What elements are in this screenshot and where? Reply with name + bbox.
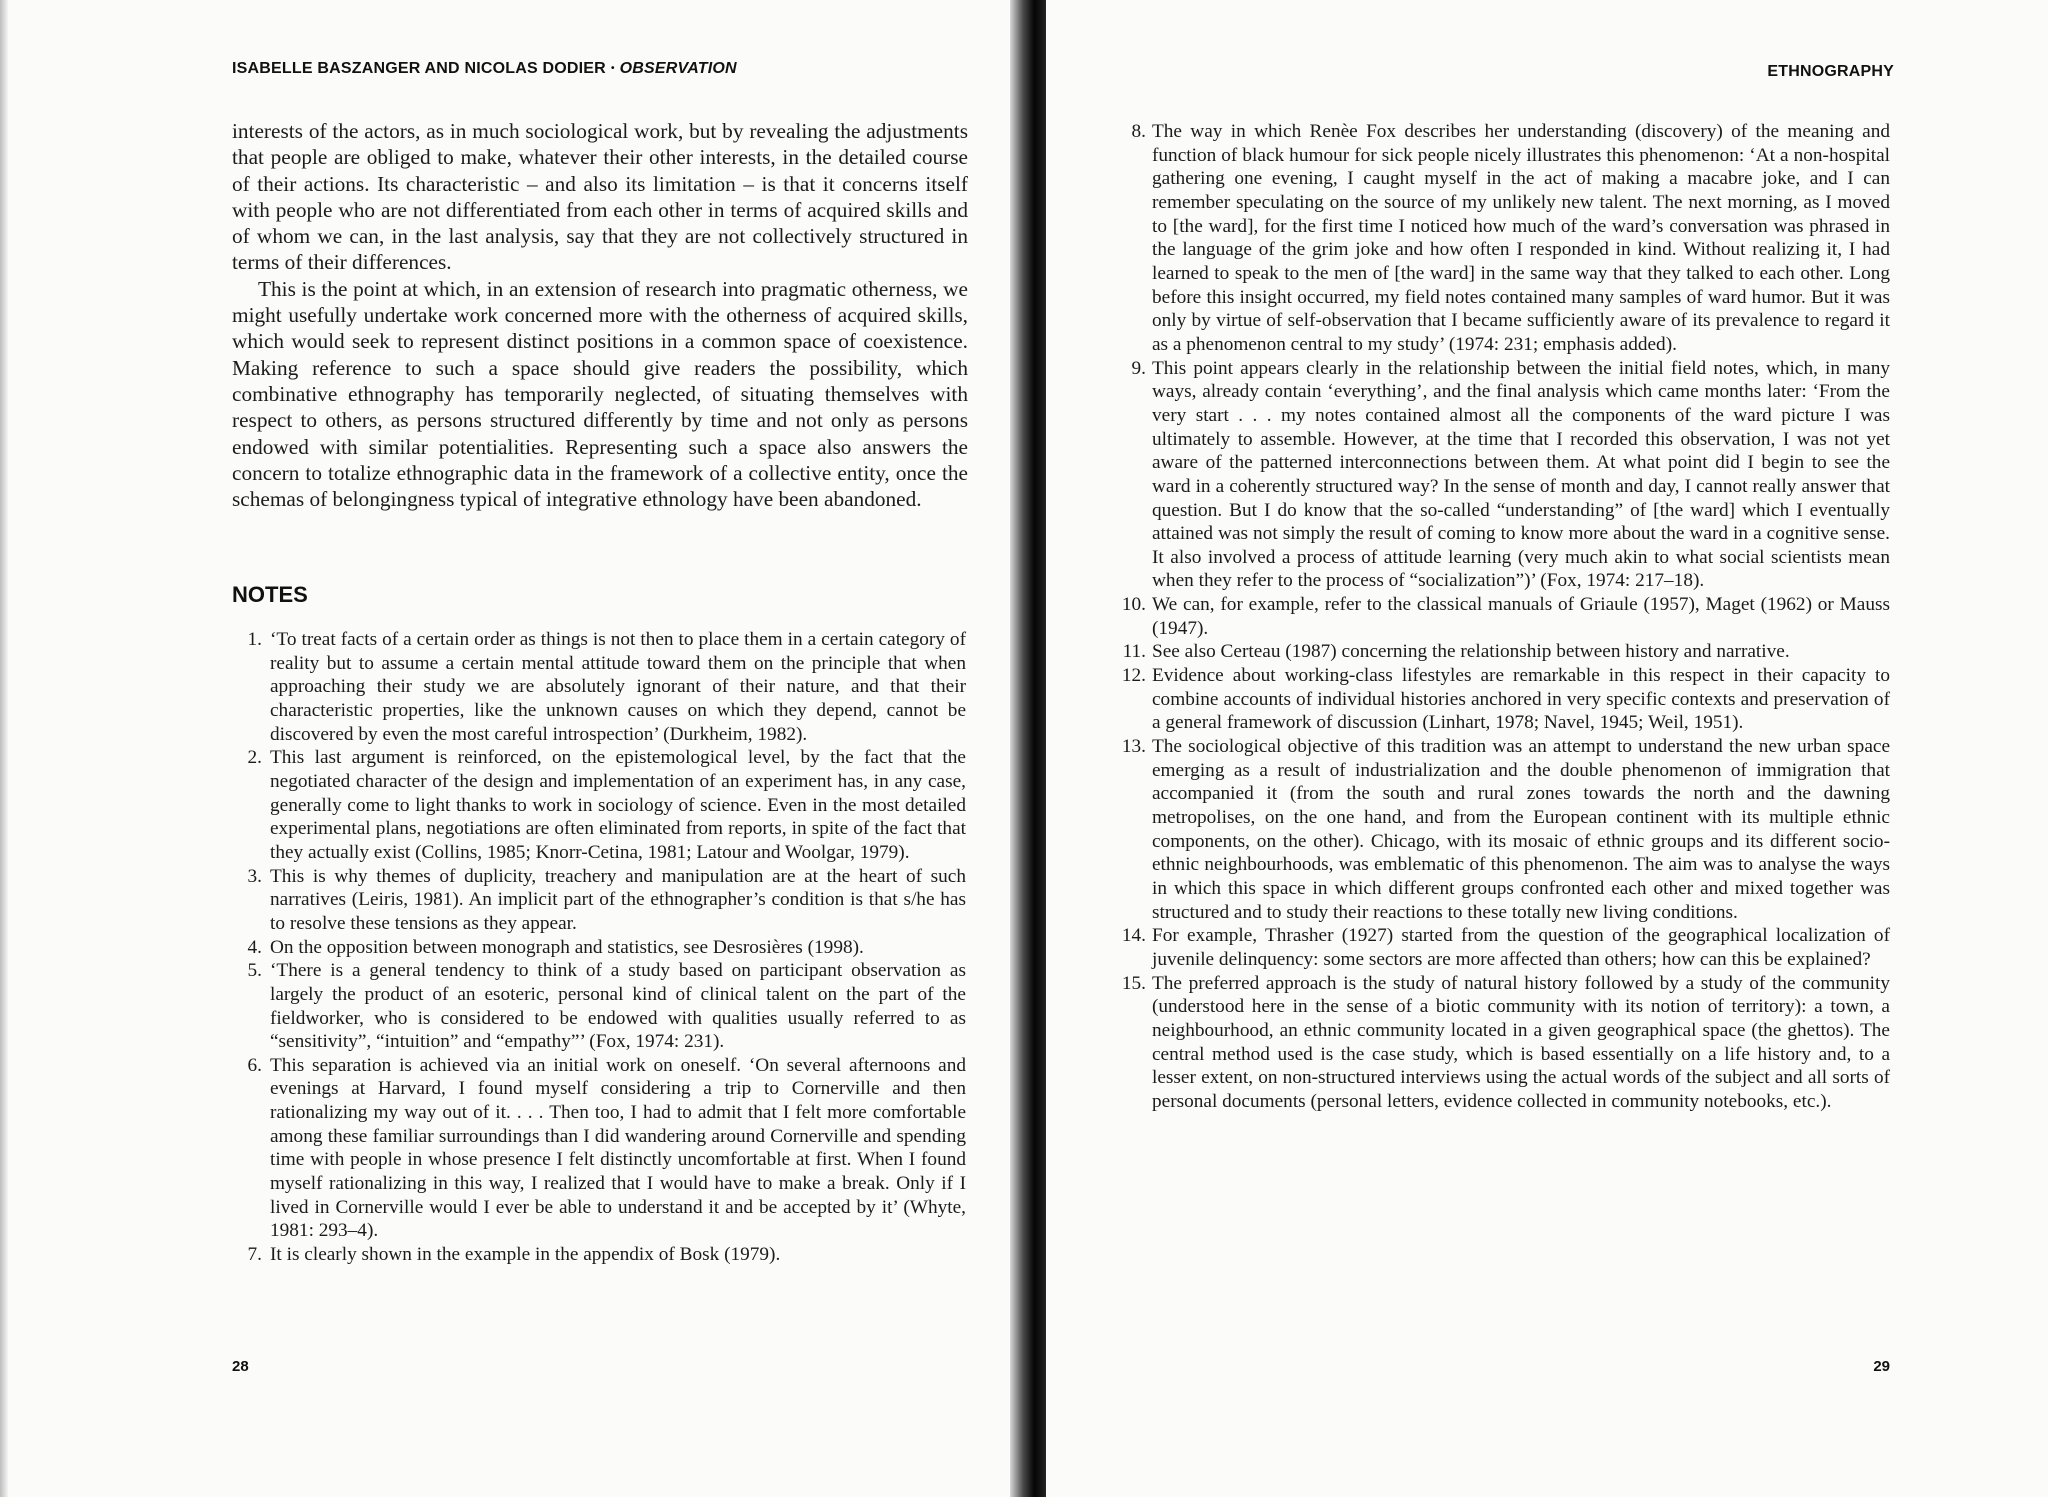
- notes-heading: NOTES: [232, 582, 308, 607]
- note-text: This last argument is reinforced, on the epistemological level, by the fact that the negotiated character of the design and implementation of an experiment has, in any case, generally come to light thanks to work in sociology of science. Even in the most detailed experimental plans, negotiations are often eliminated from reports, in spite of the fact that they actually exist (Collins, 1985; Knorr-Cetina, 1981; Latour and Woolgar, 1979).: [270, 747, 966, 863]
- note-number: 8.: [1131, 121, 1146, 142]
- running-head-title: OBSERVATION: [619, 60, 737, 77]
- note-item: [1116, 120, 1890, 357]
- note-number: 14.: [1121, 925, 1146, 947]
- note-number: 9.: [1131, 357, 1146, 379]
- note-number: 15.: [1121, 972, 1146, 994]
- left-page: [0, 0, 1016, 1497]
- note-text: This separation is achieved via an initial work on oneself. ‘On several afternoons and evenings at Harvard, I found myself considering a trip to Cornerville and then rationalizing my way out of it. . . . Then too, I had to admit that I felt more comfortable among these familiar surroundings than I did wandering around Cornerville and spending time with people in whose presence I felt distinctly uncomfortable at first. When I found myself rationalizing in this way, I realized that I would have to make a break. Only if I lived in Cornerville would I ever be able to understand it and be accepted by it’ (Whyte, 1981: 293–4).: [270, 1054, 966, 1242]
- note-text: The way in which Renèe Fox describes her understanding (discovery) of the meaning and function of black humour for sick people nicely illustrates this phenomenon: ‘At a non-hospital gathering one evening, I caught myself in the act of making a macabre joke, and I can remember speculating on the source of my unlikely new talent. The next morning, as I moved to [the ward], for the first time I noticed how much of the ward’s conversation was phrased in the language of the grim joke and how often I responded in kind. Without realizing it, I had learned to speak to the men of [the ward] in the same way that they talked to each other. Long before this insight occurred, my field notes contained many samples of ward humor. But it was only by virtue of self-observation that I became sufficiently aware of its prevalence to regard it as a phenomenon central to my study’ (1974: 231; emphasis added).: [1152, 121, 1890, 355]
- note-item: [240, 1054, 966, 1243]
- note-text: ‘To treat facts of a certain order as things is not then to place them in a certain category of reality but to assume a certain mental attitude toward them on the principle that when approaching their study we are absolutely ignorant of their nature, and that their characteristic properties, like the unknown causes on which they depend, cannot be discovered by even the most careful introspection’ (Durkheim, 1982).: [270, 629, 966, 745]
- note-text: On the opposition between monograph and statistics, see Desrosières (1998).: [270, 936, 864, 958]
- note-number: 6.: [247, 1054, 262, 1076]
- running-head-separator: •: [610, 63, 615, 74]
- note-item: [1116, 735, 1890, 924]
- note-number: 7.: [247, 1244, 262, 1266]
- page-number-right: 29: [1873, 1358, 1890, 1375]
- note-item: [1116, 664, 1890, 735]
- running-head-authors: ISABELLE BASZANGER AND NICOLAS DODIER: [232, 60, 606, 77]
- note-item: [1116, 924, 1890, 971]
- body-text: [232, 118, 968, 512]
- note-text: It is clearly shown in the example in the appendix of Bosk (1979).: [270, 1244, 781, 1266]
- note-text: See also Certeau (1987) concerning the relationship between history and narrative.: [1152, 641, 1790, 663]
- note-text: ‘There is a general tendency to think of a study based on participant observation as largely the product of an esoteric, personal kind of clinical talent on the part of the fieldworker, who is considered to be endowed with qualities usually referred to as “sensitivity”, “intuition” and “empathy”’ (Fox, 1974: 231).: [270, 960, 966, 1053]
- note-item: [240, 746, 966, 864]
- note-number: 1.: [247, 629, 262, 650]
- note-number: 4.: [247, 936, 262, 958]
- note-number: 3.: [247, 865, 262, 887]
- note-text: The sociological objective of this tradition was an attempt to understand the new urban space emerging as a result of industrialization and the double phenomenon of immigration that accompanied it (from the south and rural zones towards the north and the dawning metropolises, on the one hand, and from the European continent with its multiple ethnic components, on the other). Chicago, with its mosaic of ethnic groups and its different socio-ethnic neighbourhoods, was emblematic of this phenomenon. The aim was to analyse the ways in which this space in which different groups confronted each other and mixed together was structured and to study their reactions to these totally new living conditions.: [1152, 736, 1890, 923]
- body-paragraph: interests of the actors, as in much sociological work, but by revealing the adjustments that people are obliged to make, whatever their other interests, in the detailed course of their actions. Its characteristic – and also its limitation – is that it concerns itself with people who are not differentiated from each other in terms of acquired skills and of whom we can, in the last analysis, say that they are not collectively structured in terms of their differences.: [232, 119, 968, 275]
- body-paragraph: This is the point at which, in an extension of research into pragmatic otherness, we might usefully undertake work concerned more with the otherness of acquired skills, which would seek to represent distinct positions in a common space of coexistence. Making reference to such a space should give readers the possibility, which combinative ethnography has temporarily neglected, of situating themselves with respect to others, as persons structured differently by time and not only as persons endowed with similar potentialities. Representing such a space also answers the concern to totalize ethnographic data in the framework of a collective entity, once the schemas of belongingness typical of integrative ethnology have been abandoned.: [232, 276, 968, 512]
- note-number: 11.: [1122, 641, 1146, 663]
- right-page: [1046, 0, 2048, 1497]
- note-text: The preferred approach is the study of natural history followed by a study of the community (understood here in the sense of a biotic community with its notion of territory): a town, a neighbourhood, an ethnic community located in a given geographical space (the ghettos). The central method used is the case study, which is based essentially on a life history and, to a lesser extent, on non-structured interviews using the actual words of the subject and all sorts of personal documents (personal letters, evidence collected in community notebooks, etc.).: [1152, 972, 1890, 1112]
- note-number: 13.: [1121, 736, 1146, 758]
- note-item: [240, 865, 966, 936]
- page-edge-shadow: [0, 0, 8, 1497]
- note-text: We can, for example, refer to the classical manuals of Griaule (1957), Maget (1962) or Mauss (1947).: [1152, 594, 1890, 639]
- right-running-head: ETHNOGRAPHY: [1767, 63, 1894, 80]
- note-text: Evidence about working-class lifestyles are remarkable in this respect in their capacity to combine accounts of individual histories anchored in very specific contexts and preservation of a general framework of discussion (Linhart, 1978; Navel, 1945; Weil, 1951).: [1152, 665, 1890, 734]
- note-number: 5.: [247, 960, 262, 982]
- note-number: 2.: [247, 747, 262, 769]
- note-number: 12.: [1121, 665, 1146, 687]
- left-running-head: [232, 60, 737, 78]
- note-item: [1116, 972, 1890, 1114]
- note-item: [1116, 640, 1890, 664]
- notes-list-left: [240, 628, 966, 1267]
- note-number: 10.: [1121, 594, 1146, 616]
- note-text: This point appears clearly in the relationship between the initial field notes, which, in many ways, already contain ‘everything’, and the final analysis which came months later: ‘From the very start . . . my notes contained almost all the components of the ward picture I was ultimately to assemble. However, at the time that I recorded this observation, I was not yet aware of the patterned interconnections between them. At what point did I begin to see the ward in a coherently structured way? In the sense of month and day, I cannot really answer that question. But I do know that the so-called “understanding” of [the ward] which I eventually attained was not simply the result of coming to know more about the ward in a cognitive sense. It also involved a process of attitude learning (very much akin to what social scientists mean when they refer to the process of “socialization”)’ (Fox, 1974: 217–18).: [1152, 357, 1890, 592]
- note-text: For example, Thrasher (1927) started from the question of the geographical localization of juvenile delinquency: some sectors are more affected than others; how can this be explained?: [1152, 925, 1890, 970]
- notes-list-right: [1116, 120, 1890, 1114]
- note-item: [1116, 593, 1890, 640]
- note-item: [240, 936, 966, 960]
- note-text: This is why themes of duplicity, treachery and manipulation are at the heart of such narratives (Leiris, 1981). An implicit part of the ethnographer’s condition is that s/he has to resolve these tensions as they appear.: [270, 865, 966, 934]
- note-item: [240, 628, 966, 746]
- page-number-left: 28: [232, 1358, 249, 1375]
- note-item: [1116, 357, 1890, 594]
- note-item: [240, 1243, 966, 1267]
- note-item: [240, 959, 966, 1054]
